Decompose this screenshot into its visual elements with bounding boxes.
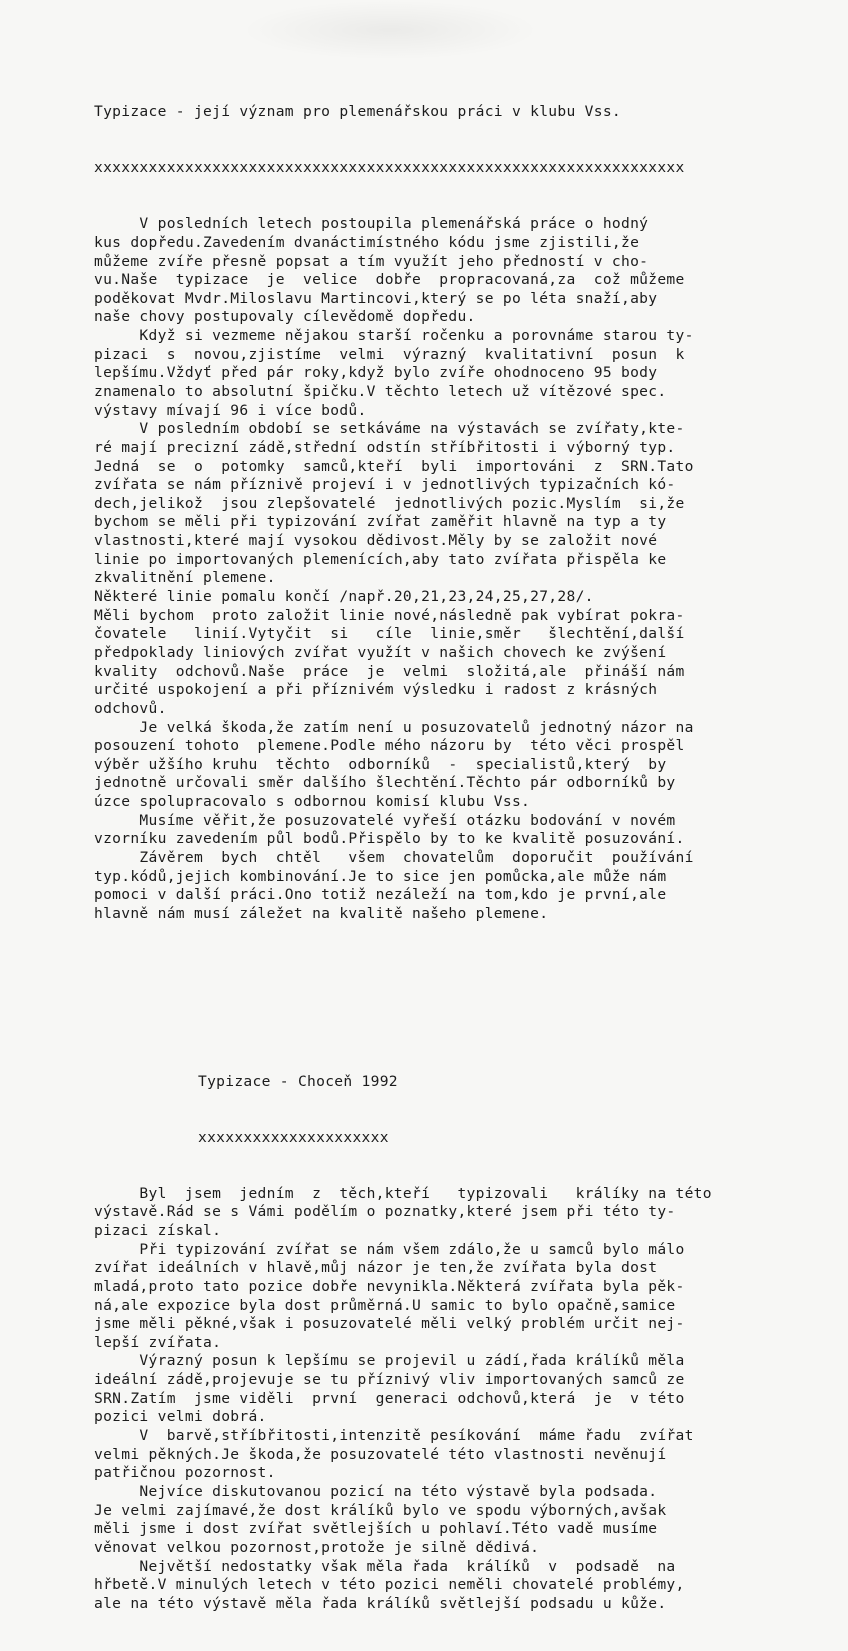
text-line: věnovat velkou pozornost,protože je silně dědivá. [94, 1538, 540, 1556]
scan-smudge [240, 0, 540, 60]
text-line: V barvě,stříbřitosti,intenzitě pesíkování máme řadu zvířat [94, 1427, 694, 1445]
text-line: poděkovat Mvdr.Miloslavu Martincovi,který se po léta snaží,aby [94, 289, 658, 307]
text-line: předpoklady liniových zvířat využít v našich chovech ke zvýšení [94, 643, 667, 661]
text-line: Jedná se o potomky samců,kteří byli importováni z SRN.Tato [94, 457, 694, 475]
section1-body [94, 215, 774, 923]
text-line: měli jsme i dost zvířat světlejších u pohlaví.Této vadě musíme [94, 1520, 658, 1538]
text-line: jsme měli pěkné,však i posuzovatelé měli velký problém určit nej- [94, 1315, 685, 1333]
text-line: zvířata se nám příznivě projeví i v jednotlivých typizačních kó- [94, 476, 676, 494]
text-line: dech,jelikož jsou zlepšovatelé jednotlivých pozic.Myslím si,že [94, 494, 685, 512]
text-line: ideální zádě,projevuje se tu příznivý vliv importovaných samců ze [94, 1371, 685, 1389]
text-line: velmi pěkných.Je škoda,že posuzovatelé této vlastnosti nevěnují [94, 1445, 667, 1463]
text-line: Musíme věřit,že posuzovatelé vyřeší otázku bodování v novém [94, 811, 676, 829]
text-line: znamenalo to absolutní špičku.V těchto letech už vítězové spec. [94, 382, 667, 400]
text-line: kus dopředu.Zavedením dvanáctimístného kódu jsme zjistili,že [94, 233, 640, 251]
text-line: posouzení tohoto plemene.Podle mého názoru by této věci prospěl [94, 737, 685, 755]
section2-body [94, 1185, 774, 1614]
text-line: Nejvíce diskutovanou pozicí na této výstavě byla podsada. [94, 1482, 658, 1500]
text-line: mladá,proto tato pozice dobře nevynikla.Některá zvířata byla pěk- [94, 1277, 685, 1295]
section2-rule: xxxxxxxxxxxxxxxxxxxxx [198, 1128, 389, 1146]
text-line: hlavně nám musí záležet na kvalitě našeho plemene. [94, 904, 549, 922]
text-line: V posledním období se setkáváme na výstavách se zvířaty,kte- [94, 420, 685, 438]
text-line: pozici velmi dobrá. [94, 1408, 267, 1426]
text-line: odchovů. [94, 699, 167, 717]
text-line: výstavy mívají 96 i více bodů. [94, 401, 367, 419]
text-line: SRN.Zatím jsme viděli první generaci odchovů,která je v této [94, 1389, 685, 1407]
section1-rule: xxxxxxxxxxxxxxxxxxxxxxxxxxxxxxxxxxxxxxxxxxxxxxxxxxxxxxxxxxxxxxxxx [94, 159, 685, 177]
text-line: lepší zvířata. [94, 1333, 222, 1351]
text-line: ná,ale expozice byla dost průměrná.U samic to bylo opačně,samice [94, 1296, 676, 1314]
text-line: lepšímu.Vždyť před pár roky,když bylo zvíře ohodnoceno 95 body [94, 364, 658, 382]
text-line: jednotně určovali směr dalšího šlechtění.Těchto pár odborníků by [94, 774, 676, 792]
text-line: čovatele linií.Vytyčit si cíle linie,směr šlechtění,další [94, 625, 685, 643]
text-line: ale na této výstavě měla řada králíků světlejší podsadu u kůže. [94, 1594, 667, 1612]
text-line: vzorníku zavedením půl bodů.Přispělo by to ke kvalitě posuzování. [94, 830, 685, 848]
text-line: Je velmi zajímavé,že dost králíků bylo ve spodu výborných,avšak [94, 1501, 667, 1519]
text-line: Když si vezmeme nějakou starší ročenku a porovnáme starou ty- [94, 327, 694, 345]
text-line: Měli bychom proto založit linie nové,následně pak vybírat pokra- [94, 606, 685, 624]
text-line: pomoci v další práci.Ono totiž nezáleží na tom,kdo je první,ale [94, 886, 667, 904]
text-line: určité uspokojení a při příznivém výsledku i radost z krásných [94, 681, 658, 699]
typed-text [94, 66, 774, 1651]
section1-title: Typizace - její význam pro plemenářskou práci v klubu Vss. [94, 103, 621, 121]
text-line: bychom se měli při typizování zvířat zaměřit hlavně na typ a ty [94, 513, 667, 531]
text-line: zkvalitnění plemene. [94, 569, 276, 587]
text-line: úzce spolupracovalo s odbornou komisí klubu Vss. [94, 793, 531, 811]
section2-title: Typizace - Choceň 1992 [198, 1072, 398, 1090]
text-line: Byl jsem jedním z těch,kteří typizovali králíky na této [94, 1184, 712, 1202]
text-line: vlastnosti,které mají vysokou dědivost.Měly by se založit nové [94, 532, 658, 550]
text-line: ré mají precizní zádě,střední odstín stříbřitosti i výborný typ. [94, 438, 676, 456]
text-line: Některé linie pomalu končí /např.20,21,23,24,25,27,28/. [94, 588, 594, 606]
text-line: zvířat ideálních v hlavě,můj názor je ten,že zvířata byla dost [94, 1259, 658, 1277]
text-line: vu.Naše typizace je velice dobře propracovaná,za což můžeme [94, 271, 685, 289]
text-line: typ.kódů,jejich kombinování.Je to sice jen pomůcka,ale může nám [94, 867, 667, 885]
text-line: Závěrem bych chtěl všem chovatelům doporučit používání [94, 849, 694, 866]
spacer [94, 1017, 774, 1036]
text-line: Je velká škoda,že zatím není u posuzovatelů jednotný názor na [94, 718, 694, 736]
text-line: pizaci s novou,zjistíme velmi výrazný kvalitativní posun k [94, 345, 685, 363]
text-line: linie po importovaných plemenících,aby tato zvířata přispěla ke [94, 550, 667, 568]
text-line: výběr užšího kruhu těchto odborníků - specialistů,který by [94, 755, 667, 773]
text-line: kvality odchovů.Naše práce je velmi složitá,ale přináší nám [94, 662, 685, 680]
text-line: pizaci získal. [94, 1221, 222, 1239]
text-line: Největší nedostatky však měla řada králíků v podsadě na [94, 1557, 676, 1575]
text-line: Při typizování zvířat se nám všem zdálo,že u samců bylo málo [94, 1240, 685, 1258]
text-line: výstavě.Rád se s Vámi podělím o poznatky,které jsem při této ty- [94, 1203, 676, 1221]
text-line: patřičnou pozornost. [94, 1464, 276, 1482]
text-line: hřbetě.V minulých letech v této pozici neměli chovatelé problémy, [94, 1576, 685, 1594]
text-line: Výrazný posun k lepšímu se projevil u zádí,řada králíků měla [94, 1352, 685, 1370]
spacer [94, 961, 774, 980]
text-line: můžeme zvíře přesně popsat a tím využít jeho předností v cho- [94, 252, 649, 270]
text-line: V posledních letech postoupila plemenářská práce o hodný [94, 215, 649, 233]
text-line: naše chovy postupovaly cílevědomě dopředu. [94, 308, 476, 326]
